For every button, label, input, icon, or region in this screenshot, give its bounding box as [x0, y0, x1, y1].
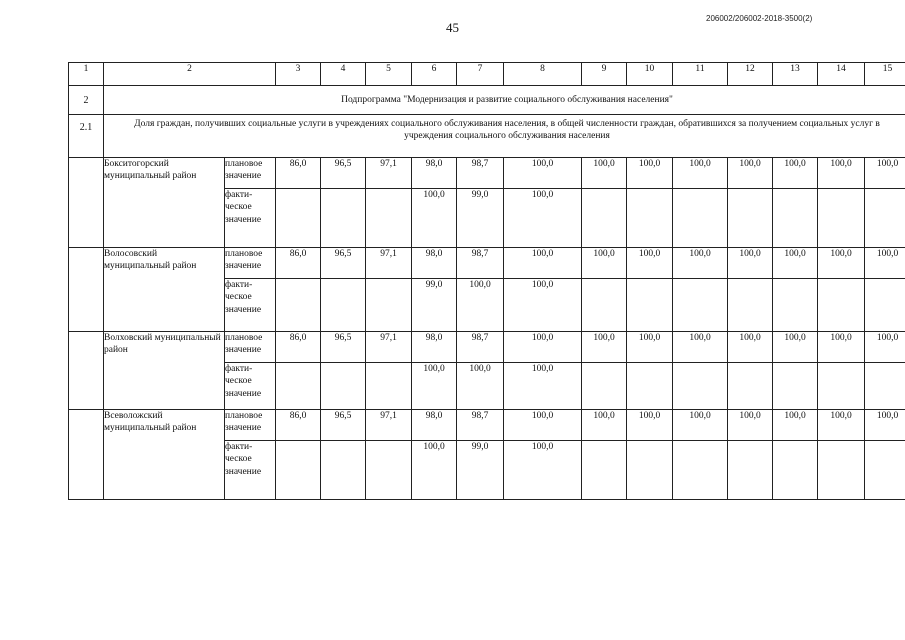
value-type-label: плановое значение	[225, 332, 276, 363]
plan-value-cell: 100,0	[865, 158, 905, 189]
district-name: Волховский муниципальный район	[104, 332, 225, 410]
plan-value-cell: 100,0	[582, 248, 627, 279]
fact-value-cell: 100,0	[457, 279, 504, 332]
fact-value-cell	[321, 363, 366, 410]
plan-row	[69, 248, 905, 279]
document-code: 206002/206002-2018-3500(2)	[706, 14, 813, 23]
value-type-label: факти-ческое значение	[225, 189, 276, 248]
fact-value-cell	[627, 189, 673, 248]
fact-value-cell	[673, 189, 728, 248]
fact-value-cell	[773, 189, 818, 248]
plan-value-cell: 98,7	[457, 410, 504, 441]
plan-value-cell: 100,0	[582, 332, 627, 363]
plan-value-cell: 100,0	[728, 248, 773, 279]
column-header: 8	[504, 63, 582, 86]
plan-value-cell: 98,0	[412, 410, 457, 441]
plan-value-cell: 100,0	[673, 332, 728, 363]
value-type-label: факти-ческое значение	[225, 441, 276, 500]
plan-value-cell: 100,0	[865, 248, 905, 279]
fact-value-cell: 99,0	[457, 189, 504, 248]
plan-value-cell: 98,0	[412, 158, 457, 189]
fact-value-cell	[865, 189, 905, 248]
plan-value-cell: 86,0	[276, 158, 321, 189]
indicator-row	[69, 115, 905, 158]
fact-value-cell	[366, 189, 412, 248]
plan-value-cell: 97,1	[366, 248, 412, 279]
table-body	[69, 63, 905, 500]
plan-value-cell: 97,1	[366, 158, 412, 189]
column-number-row	[69, 63, 905, 86]
plan-value-cell: 96,5	[321, 332, 366, 363]
plan-row	[69, 332, 905, 363]
plan-value-cell: 100,0	[504, 248, 582, 279]
fact-value-cell	[276, 279, 321, 332]
indicator-number: 2.1	[69, 115, 104, 158]
plan-value-cell: 97,1	[366, 410, 412, 441]
plan-value-cell: 100,0	[773, 248, 818, 279]
row-spacer-cell	[69, 332, 104, 410]
plan-value-cell: 100,0	[504, 158, 582, 189]
fact-value-cell: 100,0	[412, 189, 457, 248]
fact-value-cell	[773, 279, 818, 332]
column-header: 15	[865, 63, 905, 86]
plan-value-cell: 100,0	[728, 332, 773, 363]
fact-value-cell	[728, 441, 773, 500]
fact-value-cell: 100,0	[504, 279, 582, 332]
fact-value-cell	[582, 279, 627, 332]
fact-value-cell: 99,0	[412, 279, 457, 332]
plan-value-cell: 86,0	[276, 332, 321, 363]
plan-value-cell: 100,0	[673, 410, 728, 441]
fact-value-cell	[728, 279, 773, 332]
value-type-label: факти-ческое значение	[225, 279, 276, 332]
fact-value-cell	[366, 441, 412, 500]
plan-value-cell: 100,0	[818, 158, 865, 189]
fact-value-cell: 100,0	[412, 441, 457, 500]
fact-value-cell	[818, 279, 865, 332]
page-number: 45	[446, 20, 459, 35]
value-type-label: плановое значение	[225, 158, 276, 189]
column-header: 6	[412, 63, 457, 86]
row-spacer-cell	[69, 248, 104, 332]
column-header: 7	[457, 63, 504, 86]
fact-value-cell	[321, 189, 366, 248]
fact-value-cell	[321, 279, 366, 332]
plan-value-cell: 100,0	[627, 410, 673, 441]
plan-value-cell: 100,0	[627, 332, 673, 363]
row-spacer-cell	[69, 158, 104, 248]
plan-value-cell: 100,0	[818, 410, 865, 441]
value-type-label: плановое значение	[225, 248, 276, 279]
plan-value-cell: 98,7	[457, 332, 504, 363]
fact-value-cell	[818, 189, 865, 248]
subprogram-row	[69, 86, 905, 115]
plan-value-cell: 100,0	[728, 410, 773, 441]
district-name: Волосовский муниципальный район	[104, 248, 225, 332]
column-header: 12	[728, 63, 773, 86]
column-header: 2	[104, 63, 276, 86]
fact-value-cell: 100,0	[412, 363, 457, 410]
subprogram-title: Подпрограмма "Модернизация и развитие социального обслуживания населения"	[104, 86, 905, 115]
fact-value-cell	[276, 441, 321, 500]
fact-value-cell: 100,0	[457, 363, 504, 410]
fact-value-cell	[276, 189, 321, 248]
plan-value-cell: 100,0	[627, 158, 673, 189]
plan-value-cell: 100,0	[673, 248, 728, 279]
plan-value-cell: 100,0	[504, 410, 582, 441]
column-header: 10	[627, 63, 673, 86]
plan-value-cell: 100,0	[818, 248, 865, 279]
plan-row	[69, 158, 905, 189]
plan-value-cell: 98,0	[412, 332, 457, 363]
fact-value-cell	[627, 441, 673, 500]
indicator-table	[68, 62, 905, 500]
plan-value-cell: 96,5	[321, 410, 366, 441]
value-type-label: факти-ческое значение	[225, 363, 276, 410]
fact-value-cell	[673, 363, 728, 410]
column-header: 9	[582, 63, 627, 86]
district-name: Всеволожский муниципальный район	[104, 410, 225, 500]
fact-value-cell	[728, 189, 773, 248]
fact-value-cell	[773, 441, 818, 500]
fact-value-cell: 100,0	[504, 363, 582, 410]
row-spacer-cell	[69, 410, 104, 500]
fact-value-cell	[366, 363, 412, 410]
plan-value-cell: 100,0	[504, 332, 582, 363]
fact-value-cell	[582, 189, 627, 248]
fact-value-cell	[627, 363, 673, 410]
plan-value-cell: 98,7	[457, 158, 504, 189]
district-name: Бокситогорский муниципальный район	[104, 158, 225, 248]
plan-value-cell: 100,0	[865, 332, 905, 363]
column-header: 11	[673, 63, 728, 86]
fact-value-cell	[773, 363, 818, 410]
plan-value-cell: 96,5	[321, 158, 366, 189]
fact-value-cell	[673, 279, 728, 332]
plan-value-cell: 97,1	[366, 332, 412, 363]
fact-value-cell	[818, 441, 865, 500]
subprogram-number: 2	[69, 86, 104, 115]
fact-value-cell	[321, 441, 366, 500]
fact-value-cell	[865, 279, 905, 332]
plan-value-cell: 100,0	[582, 410, 627, 441]
plan-row	[69, 410, 905, 441]
fact-value-cell	[366, 279, 412, 332]
plan-value-cell: 100,0	[773, 332, 818, 363]
plan-value-cell: 100,0	[582, 158, 627, 189]
fact-value-cell	[728, 363, 773, 410]
plan-value-cell: 96,5	[321, 248, 366, 279]
column-header: 3	[276, 63, 321, 86]
plan-value-cell: 100,0	[673, 158, 728, 189]
fact-value-cell	[582, 441, 627, 500]
column-header: 13	[773, 63, 818, 86]
plan-value-cell: 86,0	[276, 410, 321, 441]
plan-value-cell: 86,0	[276, 248, 321, 279]
column-header: 14	[818, 63, 865, 86]
plan-value-cell: 98,7	[457, 248, 504, 279]
plan-value-cell: 98,0	[412, 248, 457, 279]
fact-value-cell: 100,0	[504, 441, 582, 500]
fact-value-cell	[673, 441, 728, 500]
plan-value-cell: 100,0	[773, 410, 818, 441]
plan-value-cell: 100,0	[627, 248, 673, 279]
fact-value-cell: 100,0	[504, 189, 582, 248]
fact-value-cell	[818, 363, 865, 410]
column-header: 1	[69, 63, 104, 86]
plan-value-cell: 100,0	[818, 332, 865, 363]
column-header: 5	[366, 63, 412, 86]
indicator-title: Доля граждан, получивших социальные услуги в учреждениях социального обслуживания населения, в общей численности граждан, обратившихся за получением социальных услуг в учреждения социального обслуживания населения	[104, 115, 905, 158]
plan-value-cell: 100,0	[865, 410, 905, 441]
plan-value-cell: 100,0	[728, 158, 773, 189]
plan-value-cell: 100,0	[773, 158, 818, 189]
fact-value-cell	[582, 363, 627, 410]
column-header: 4	[321, 63, 366, 86]
fact-value-cell: 99,0	[457, 441, 504, 500]
fact-value-cell	[627, 279, 673, 332]
fact-value-cell	[865, 363, 905, 410]
fact-value-cell	[865, 441, 905, 500]
fact-value-cell	[276, 363, 321, 410]
value-type-label: плановое значение	[225, 410, 276, 441]
